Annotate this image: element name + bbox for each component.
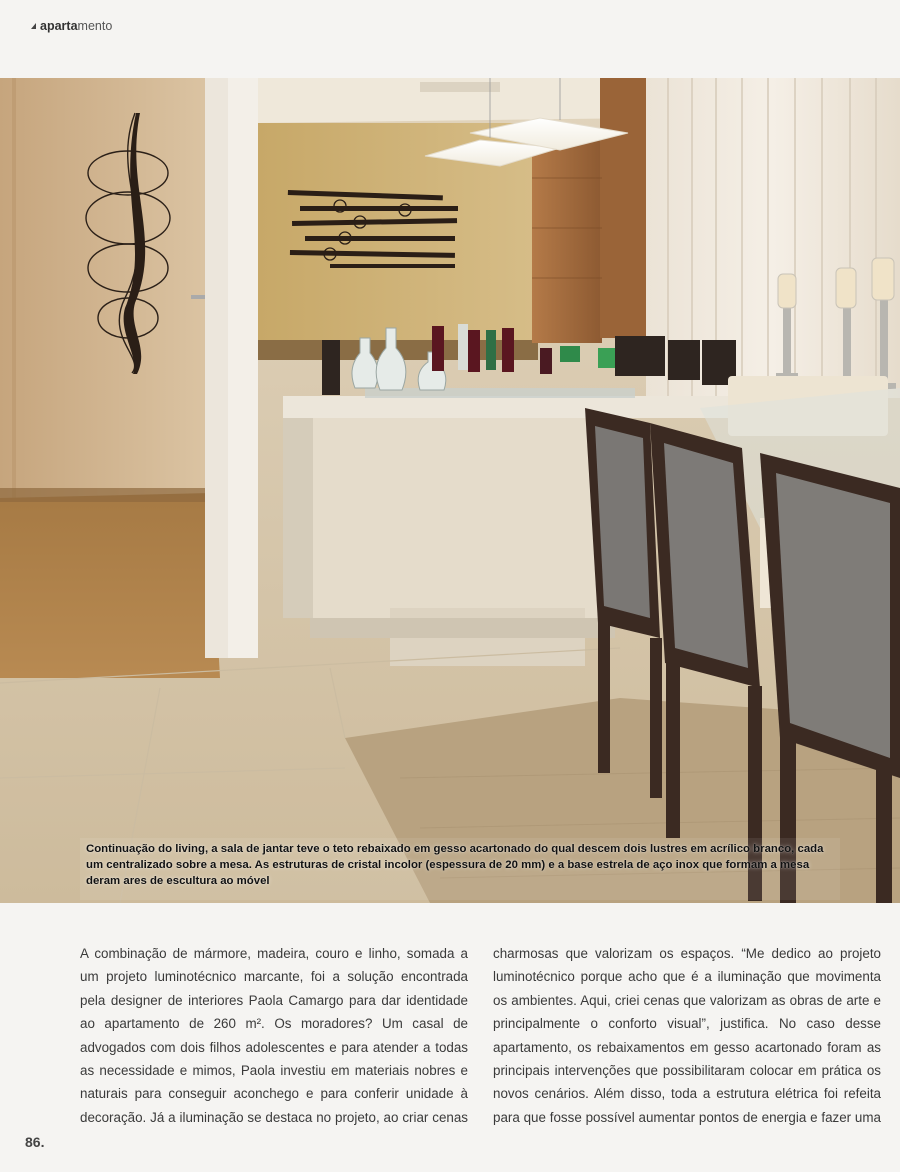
section-label-bold: aparta bbox=[40, 19, 78, 33]
section-header bbox=[31, 19, 112, 33]
body-text-left-column: A combinação de mármore, madeira, couro e linho, somada a um projeto luminotécnico marcante, foi a solução encontrada pela designer de interiores Paola Camargo para dar identidade ao apartamento de 260 m². Os moradores? Um casal de advogados com dois filhos adolescentes e para atender a todas as necessidade e mimos, Paola investiu em materiais nobres e naturais para conseguir aconchego e para conferir unidade à decoração. Já a iluminação se destaca no projeto, ao criar cenas bbox=[80, 946, 468, 1125]
photo-caption: Continuação do living, a sala de jantar teve o teto rebaixado em gesso acartonado do qual descem dois lustres em acrílico branco, cada um centralizado sobre a mesa. As estruturas de cristal incolor (espessura de 20 mm) e a base estrela de aço inox que formam a mesa deram ares de escultura ao móvel bbox=[86, 843, 824, 887]
section-label-light: mento bbox=[77, 19, 113, 33]
dining-room-photo bbox=[0, 78, 900, 903]
page-number: 86. bbox=[25, 1134, 45, 1150]
body-text-right-column: charmosas que valorizam os espaços. “Me dedico ao projeto luminotécnico porque acho que é a iluminação que movimenta os ambientes. Aqui, criei cenas que valorizam as obras de arte e principalmente o conforto visual”, justifica. No caso desse apartamento, os rebaixamentos em gesso acartonado foram as principais intervenções que possibilitaram colocar em prática os novos cenários. Além disso, toda a estrutura elétrica foi refeita para que fosse possível aumentar pontos de energia e fazer uma bbox=[493, 946, 881, 1125]
triangle-icon bbox=[31, 23, 36, 29]
